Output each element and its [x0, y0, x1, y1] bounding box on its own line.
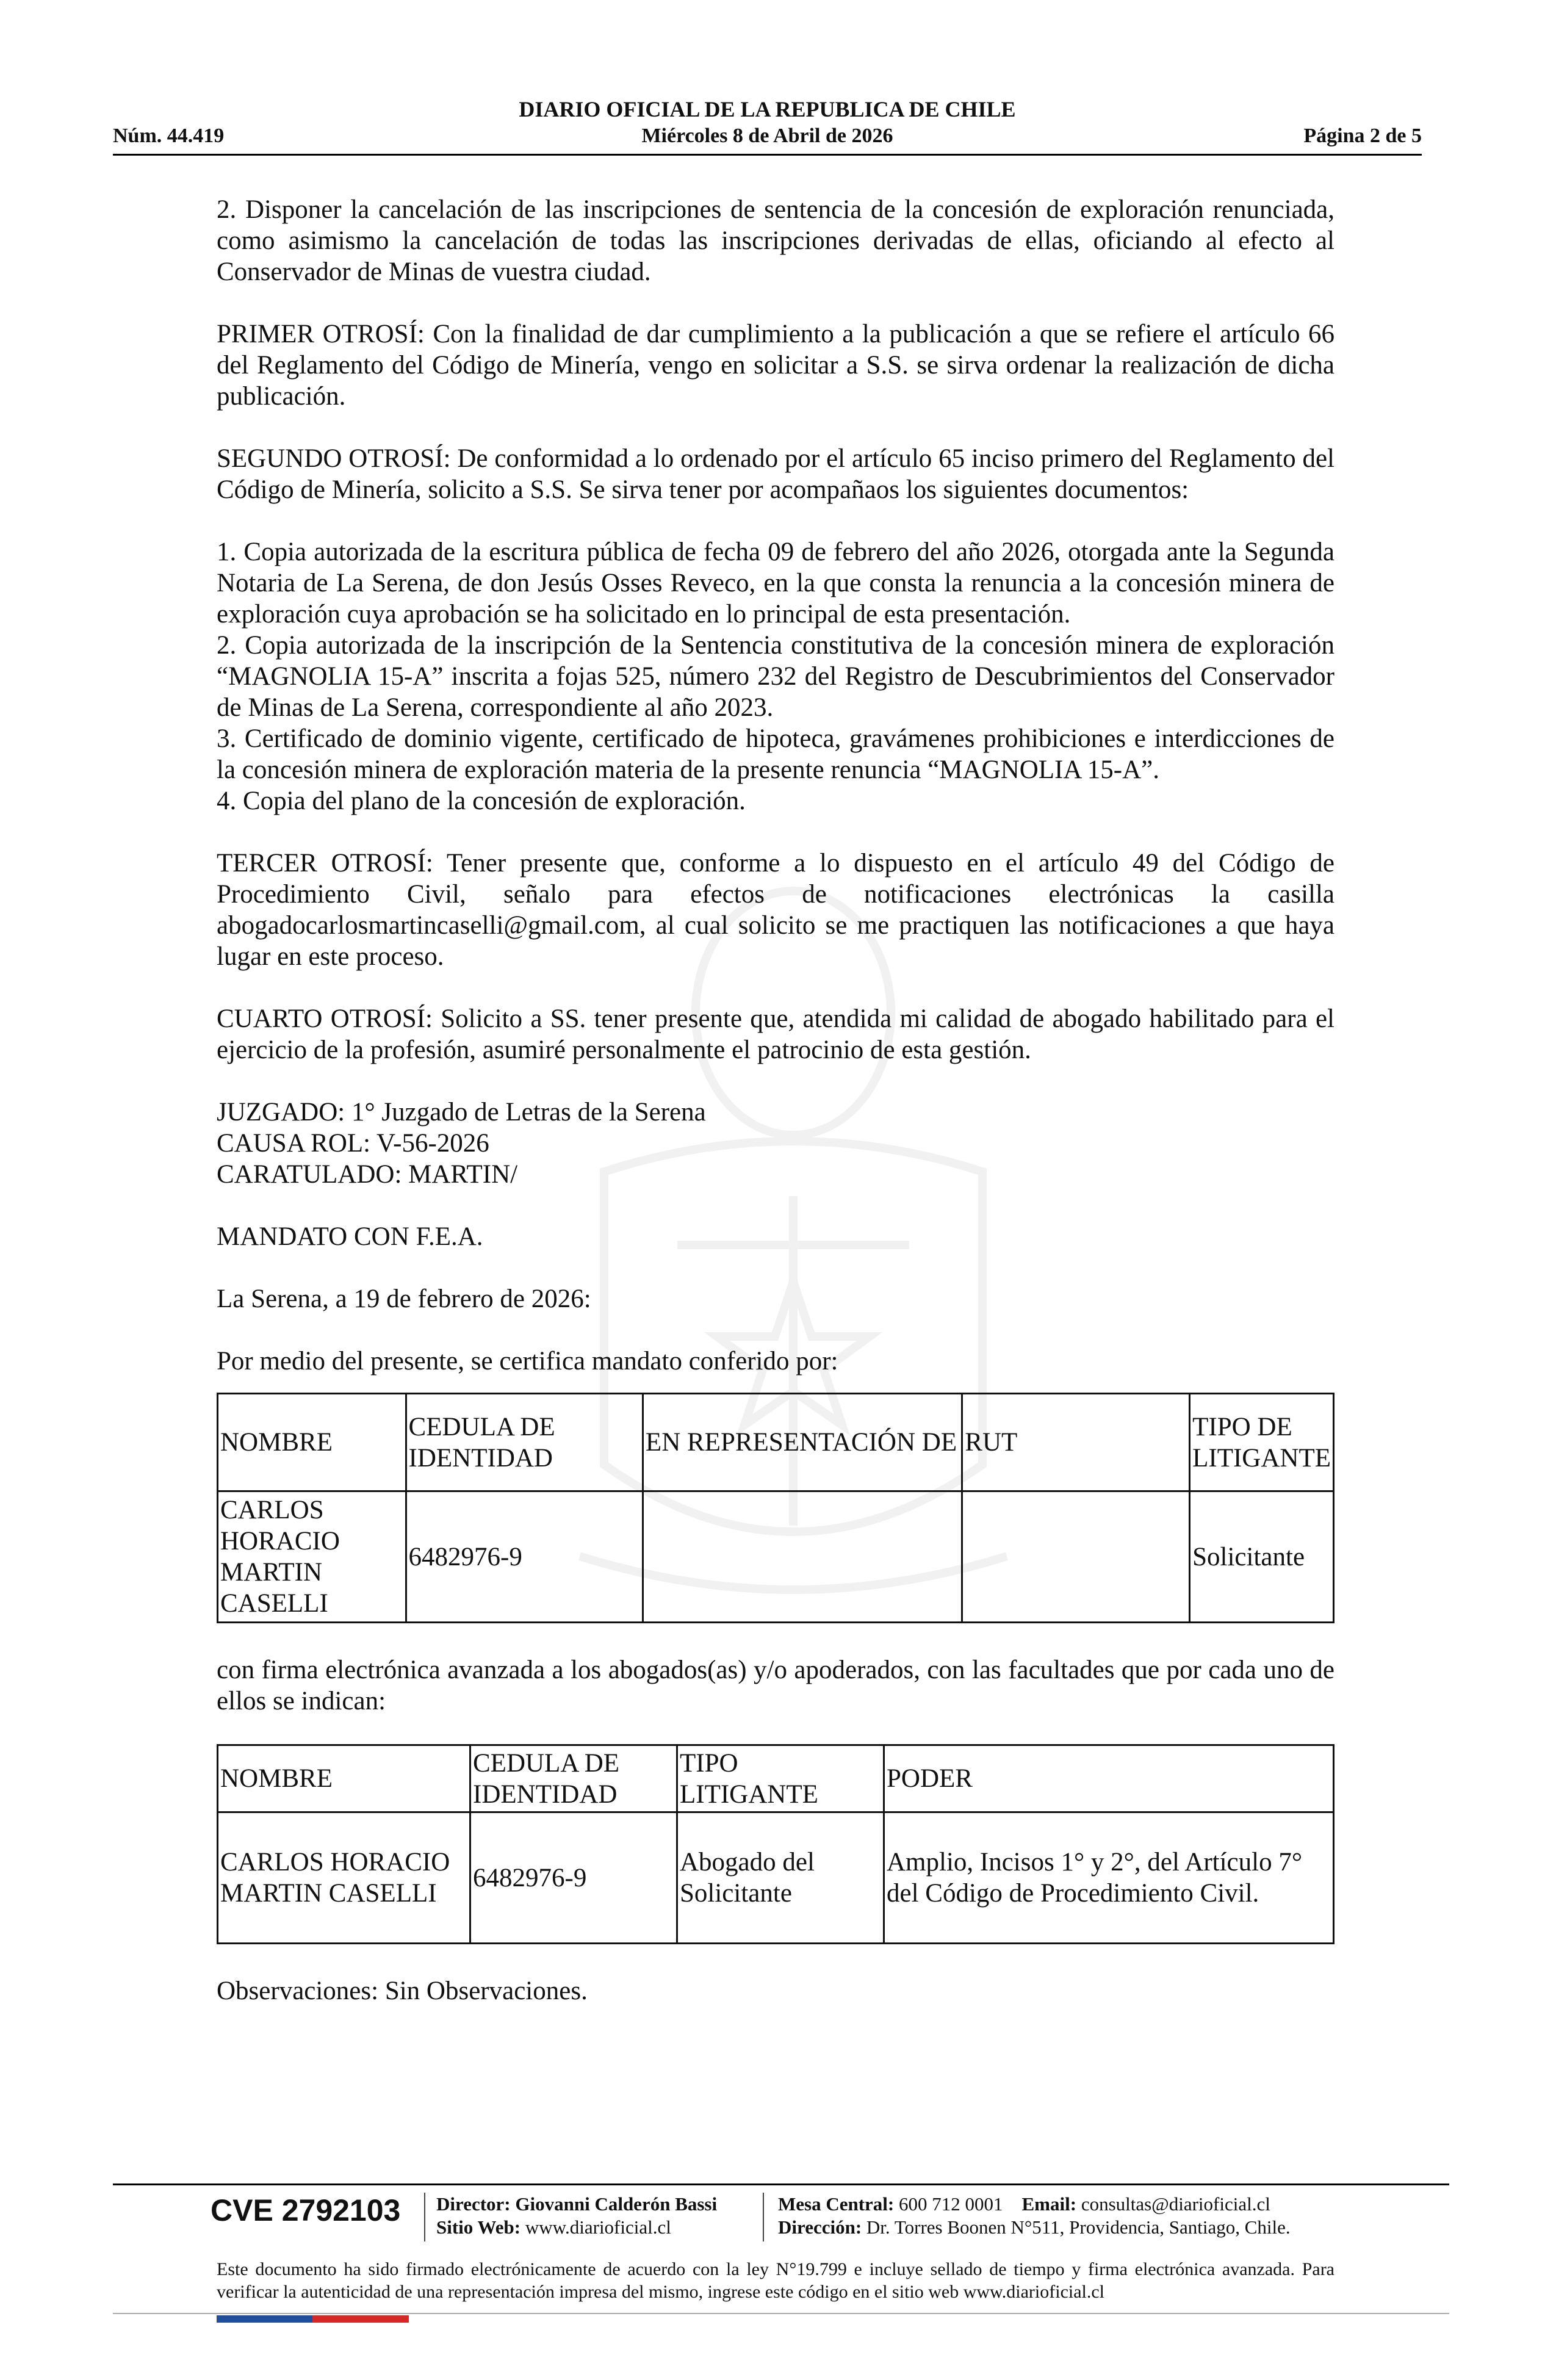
- mandato-heading: MANDATO CON F.E.A.: [217, 1222, 483, 1251]
- table-header-cell: EN REPRESENTACIÓN DE: [643, 1394, 962, 1491]
- page-number: Página 2 de 5: [1303, 124, 1422, 147]
- table-header-cell: NOMBRE: [218, 1745, 470, 1812]
- table-header-cell: CEDULA DE IDENTIDAD: [406, 1394, 643, 1491]
- observations-line: Observaciones: Sin Observaciones.: [217, 1977, 588, 2005]
- table-header-row: [218, 1394, 1334, 1491]
- document-item-1: 1. Copia autorizada de la escritura pública de fecha 09 de febrero del año 2026, otorgada ante la Segunda Notaria de La Serena, de don Jesús Osses Reveco, en la que consta la renuncia a la concesión minera de exploración cuya aprobación se ha solicitado en lo principal de esta presentación.: [217, 538, 1334, 629]
- table-cell: 6482976-9: [470, 1812, 677, 1944]
- table-header-row: [218, 1745, 1334, 1812]
- page-footer: [113, 2188, 1449, 2249]
- document-item-4: 4. Copia del plano de la concesión de exploración.: [217, 787, 746, 815]
- issue-number: Núm. 44.419: [113, 124, 225, 147]
- table-header-cell: TIPO LITIGANTE: [677, 1745, 884, 1812]
- phone-number: 600 712 0001: [899, 2193, 1003, 2215]
- table-row: [218, 1491, 1334, 1623]
- table-cell: Amplio, Incisos 1° y 2°, del Artículo 7° del Código de Procedimiento Civil.: [884, 1812, 1334, 1944]
- paragraph-primer-otrosi: PRIMER OTROSÍ: Con la finalidad de dar cumplimiento a la publicación a que se refiere el artículo 66 del Reglamento del Código de Minería, vengo en solicitar a S.S. se sirva ordenar la realización de dicha publicación.: [217, 320, 1334, 411]
- table-header-cell: RUT: [962, 1394, 1190, 1491]
- footer-contact-block: Mesa Central: 600 712 0001 Email: consultas@diarioficial.cl Dirección: Dr. Torres Boonen N°511, Providencia, Santiago, Chile.: [778, 2193, 1291, 2238]
- table-header-cell: TIPO DE LITIGANTE: [1190, 1394, 1334, 1491]
- table-header-cell: CEDULA DE IDENTIDAD: [470, 1745, 677, 1812]
- email-link[interactable]: consultas@diarioficial.cl: [1081, 2193, 1270, 2215]
- flag-stripe: [217, 2315, 409, 2323]
- paragraph-cancelacion: 2. Disponer la cancelación de las inscripciones de sentencia de la concesión de exploración renunciada, como asimismo la cancelación de todas las inscripciones derivadas de ellas, oficiando al efecto al Conservador de Minas de vuestra ciudad.: [217, 195, 1334, 286]
- paragraph-cuarto-otrosi: CUARTO OTROSÍ: Solicito a SS. tener presente que, atendida mi calidad de abogado habilitado para el ejercicio de la profesión, asumiré personalmente el patrocinio de esta gestión.: [217, 1004, 1334, 1064]
- page-header: [113, 93, 1422, 154]
- certification-line: Por medio del presente, se certifica mandato conferido por:: [217, 1347, 838, 1376]
- issue-date: Miércoles 8 de Abril de 2026: [641, 124, 893, 147]
- newspaper-title: DIARIO OFICIAL DE LA REPUBLICA DE CHILE: [519, 97, 1016, 121]
- table-cell: CARLOS HORACIO MARTIN CASELLI: [218, 1812, 470, 1944]
- footer-director-block: Director: Giovanni Calderón Bassi Sitio Web: www.diarioficial.cl: [436, 2193, 718, 2238]
- apoderado-table: [217, 1744, 1334, 1944]
- place-date-line: La Serena, a 19 de febrero de 2026:: [217, 1285, 591, 1313]
- document-body: [217, 194, 1334, 2007]
- website-link[interactable]: www.diarioficial.cl: [525, 2216, 671, 2238]
- causa-rol-line: CAUSA ROL: V-56-2026: [217, 1129, 489, 1158]
- address: Dr. Torres Boonen N°511, Providencia, Santiago, Chile.: [866, 2216, 1291, 2238]
- legal-notice: Este documento ha sido firmado electrónicamente de acuerdo con la ley N°19.799 e incluye sellado de tiempo y firma electrónica avanzada. Para verificar la autenticidad de una representación impresa del mismo, ingrese este código en el sitio web www.diarioficial.cl: [217, 2259, 1334, 2302]
- paragraph-tercer-otrosi: TERCER OTROSÍ: Tener presente que, conforme a lo dispuesto en el artículo 49 del Código de Procedimiento Civil, señalo para efectos de notificaciones electrónicas la casilla abogadocarlosmartincaselli@gmail.com, al cual solicito se me practiquen las notificaciones a que haya lugar en este proceso.: [217, 849, 1334, 971]
- table-cell: 6482976-9: [406, 1491, 643, 1623]
- paragraph-segundo-otrosi: SEGUNDO OTROSÍ: De conformidad a lo ordenado por el artículo 65 inciso primero del Reglamento del Código de Minería, solicito a S.S. Se sirva tener por acompañaos los siguientes documentos:: [217, 444, 1334, 504]
- document-item-3: 3. Certificado de dominio vigente, certificado de hipoteca, gravámenes prohibiciones e interdicciones de la concesión minera de exploración materia de la presente renuncia “MAGNOLIA 15-A”.: [217, 724, 1334, 784]
- header-divider: [113, 154, 1422, 156]
- table-cell: [643, 1491, 962, 1623]
- caratulado-line: CARATULADO: MARTIN/: [217, 1160, 518, 1189]
- table-header-cell: NOMBRE: [218, 1394, 406, 1491]
- director-name: Giovanni Calderón Bassi: [515, 2193, 718, 2215]
- document-item-2: 2. Copia autorizada de la inscripción de la Sentencia constitutiva de la concesión minera de exploración “MAGNOLIA 15-A” inscrita a fojas 525, número 232 del Registro de Descubrimientos del Conservador de Minas de La Serena, correspondiente al año 2023.: [217, 631, 1334, 722]
- table-header-cell: PODER: [884, 1745, 1334, 1812]
- cve-code: CVE 2792103: [211, 2193, 401, 2227]
- footer-divider: [113, 2183, 1449, 2185]
- table-row: [218, 1812, 1334, 1944]
- signature-line: con firma electrónica avanzada a los abogados(as) y/o apoderados, con las facultades que por cada uno de ellos se indican:: [217, 1656, 1334, 1715]
- table-cell: [962, 1491, 1190, 1623]
- table-cell: CARLOS HORACIO MARTIN CASELLI: [218, 1491, 406, 1623]
- table-cell: Abogado del Solicitante: [677, 1812, 884, 1944]
- table-cell: Solicitante: [1190, 1491, 1334, 1623]
- mandante-table: [217, 1393, 1334, 1623]
- juzgado-line: JUZGADO: 1° Juzgado de Letras de la Serena: [217, 1098, 706, 1127]
